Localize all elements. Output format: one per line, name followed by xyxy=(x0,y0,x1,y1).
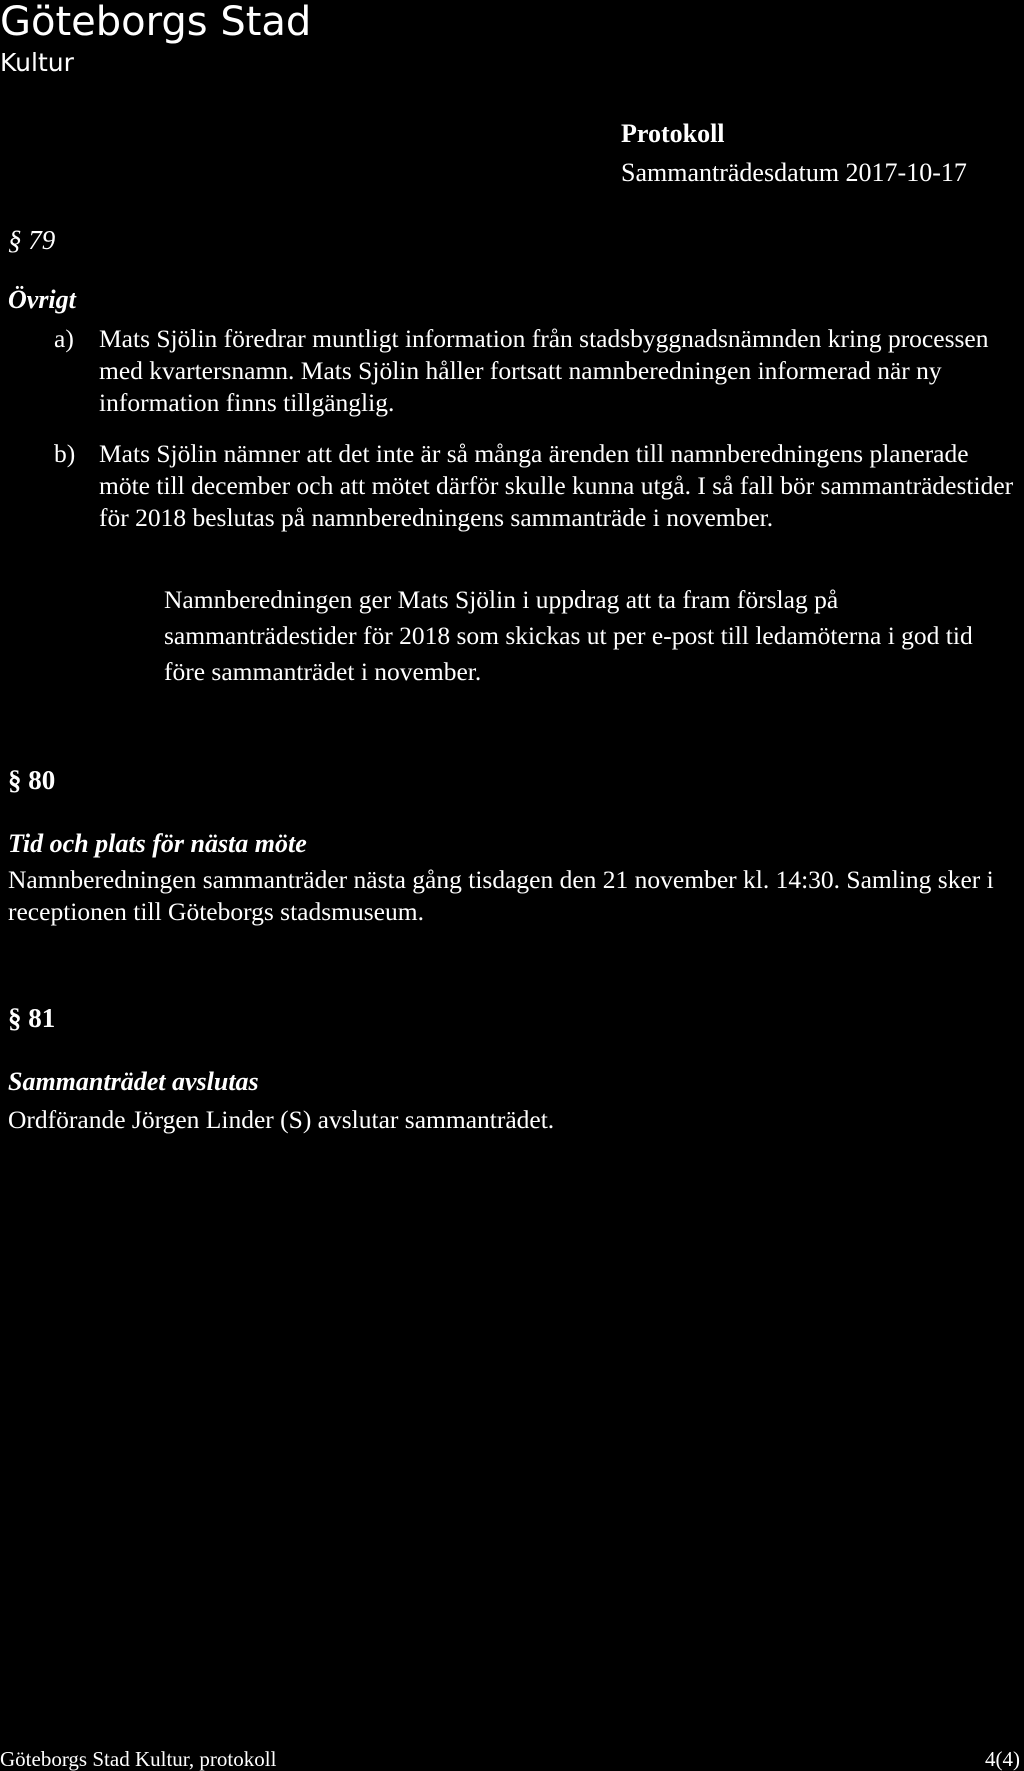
footer-text: Göteborgs Stad Kultur, protokoll xyxy=(0,1747,277,1771)
decision-text: Namnberedningen ger Mats Sjölin i uppdrag att ta fram förslag på sammanträdestider för 2018 som skickas ut per e-post till ledamöterna i god tid före sammanträdet i november. xyxy=(164,585,973,686)
meeting-date: Sammanträdesdatum 2017-10-17 xyxy=(621,158,967,187)
section-title-80: Tid och plats för nästa möte xyxy=(8,829,307,858)
list-item-a xyxy=(54,323,1024,423)
section-body-81: Ordförande Jörgen Linder (S) avslutar sammanträdet. xyxy=(8,1105,555,1134)
list-item-text: Mats Sjölin föredrar muntligt information från stadsbyggnadsnämnden kring processen med kvartersnamn. Mats Sjölin håller fortsatt namnberedningen informerad när ny information finns tillgänglig. xyxy=(99,324,989,417)
page-number: 4(4) xyxy=(985,1747,1020,1771)
document-type: Protokoll xyxy=(621,119,725,148)
section-number-81: § 81 xyxy=(8,1003,56,1033)
section-number-79: § 79 xyxy=(8,225,56,255)
section-body-80: Namnberedningen sammanträder nästa gång tisdagen den 21 november kl. 14:30. Samling sker i receptionen till Göteborgs stadsmuseum. xyxy=(8,865,994,926)
list-item-text: Mats Sjölin nämner att det inte är så många ärenden till namnberedningens planerade möte till december och att mötet därför skulle kunna utgå. I så fall bör sammanträdestider för 2018 beslutas på namnberedningens sammanträde i november. xyxy=(99,439,1014,532)
section-title-81: Sammanträdet avslutas xyxy=(8,1067,259,1096)
list-item-label: b) xyxy=(54,439,76,468)
department-name: Kultur xyxy=(0,48,74,77)
list-item-label: a) xyxy=(54,324,74,353)
organization-name: Göteborgs Stad xyxy=(0,0,312,45)
section-number-80: § 80 xyxy=(8,765,56,795)
list-item-b xyxy=(54,438,1024,568)
section-title-79: Övrigt xyxy=(8,285,76,314)
